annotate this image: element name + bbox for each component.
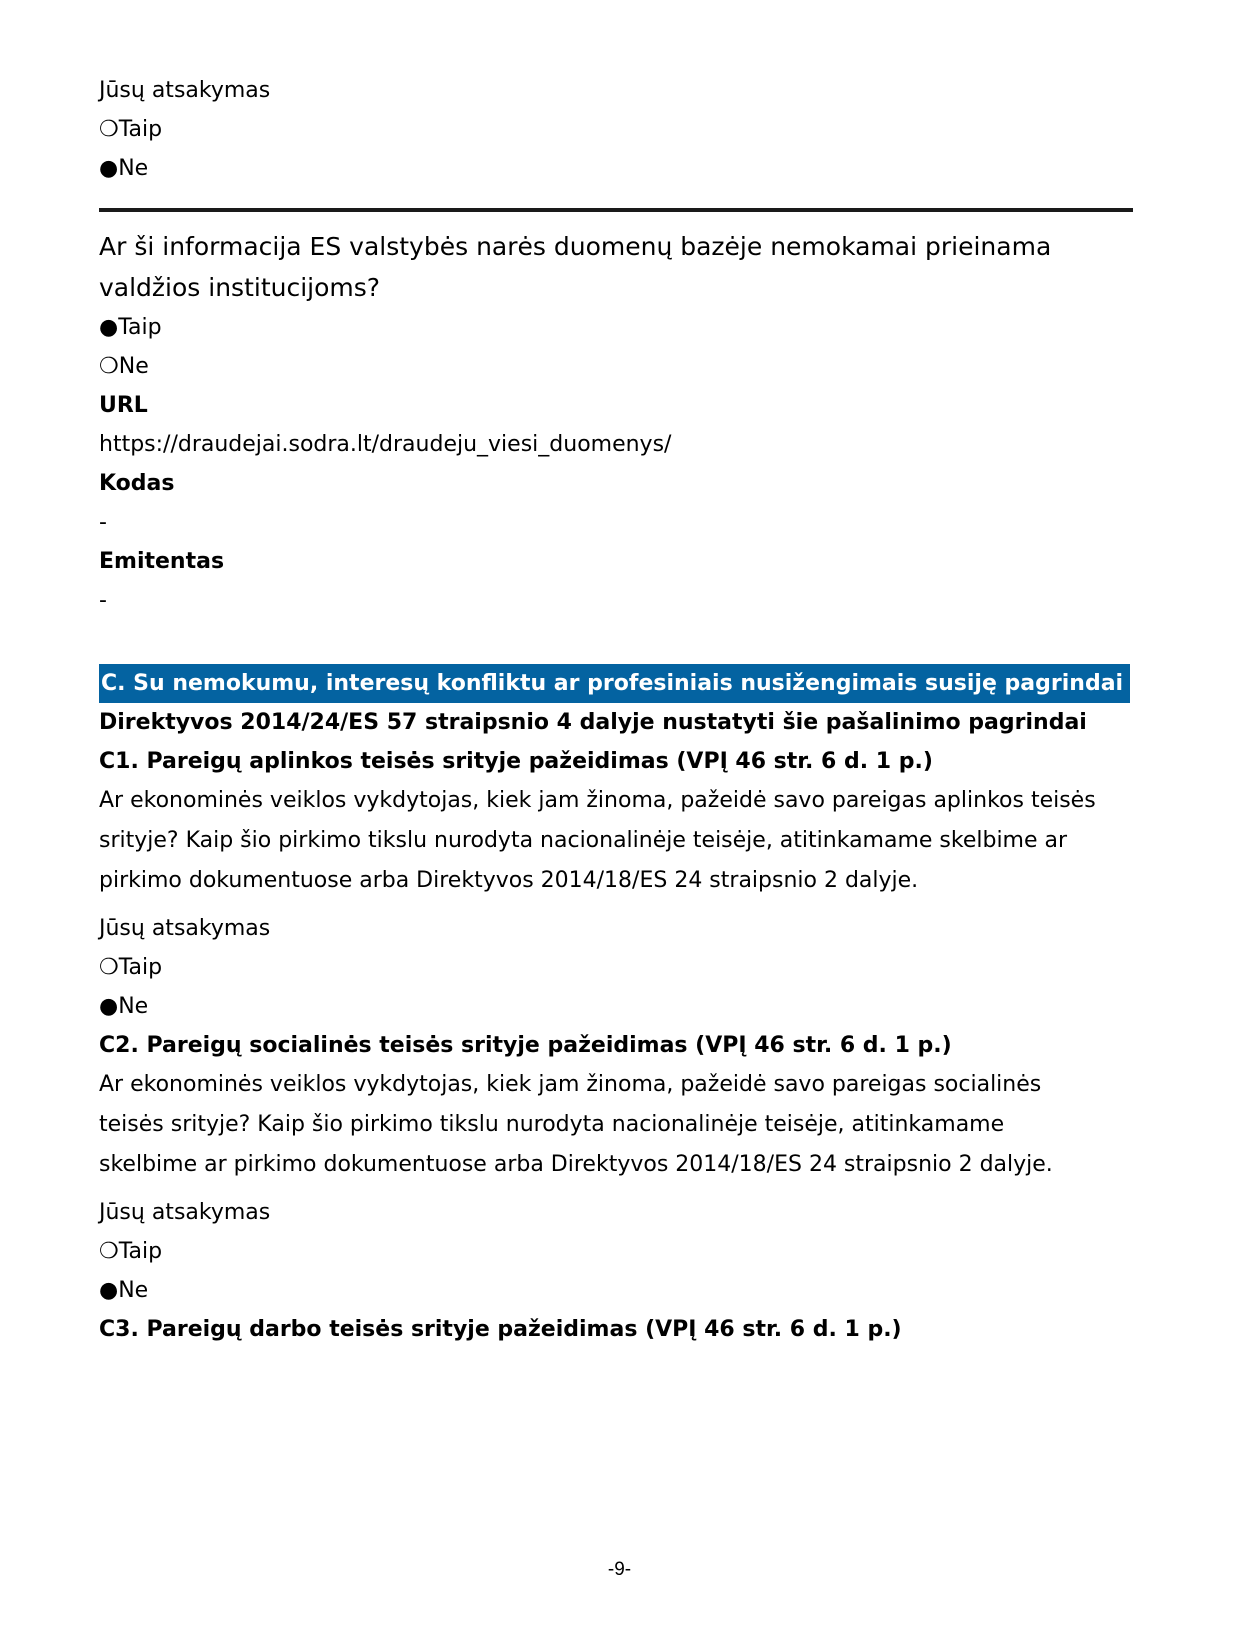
radio-filled-icon: ● xyxy=(99,994,119,1019)
radio-empty-icon: ❍ xyxy=(99,354,119,379)
url-label: URL xyxy=(99,393,148,418)
radio-filled-icon: ● xyxy=(99,156,119,181)
option-label: Ne xyxy=(118,994,149,1019)
option-label: Ne xyxy=(118,354,149,379)
section-c-header: C. Su nemokumu, interesų konfliktu ar profesiniais nusižengimais susiję pagrindai xyxy=(99,664,1130,703)
answer-label: Jūsų atsakymas xyxy=(99,916,271,941)
radio-empty-icon: ❍ xyxy=(99,955,119,980)
document-page xyxy=(99,0,1129,1349)
radio-empty-icon: ❍ xyxy=(99,1239,119,1264)
option-label: Taip xyxy=(118,1239,163,1264)
option-ne xyxy=(99,1271,1129,1310)
code-value: - xyxy=(99,510,107,535)
info-question: Ar ši informacija ES valstybės narės duomenų bazėje nemokamai prieinama valdžios institucijoms? xyxy=(99,232,1052,302)
c2-text: Ar ekonominės veiklos vykdytojas, kiek jam žinoma, pažeidė savo pareigas socialinės teisės srityje? Kaip šio pirkimo tikslu nurodyta nacionalinėje teisėje, atitinkamame skelbime ar pirkimo dokumentuose arba Direktyvos 2014/18/ES 24 straipsnio 2 dalyje. xyxy=(99,1072,1053,1177)
c1-text: Ar ekonominės veiklos vykdytojas, kiek jam žinoma, pažeidė savo pareigas aplinkos teisės srityje? Kaip šio pirkimo tikslu nurodyta nacionalinėje teisėje, atitinkamame skelbime ar pirkimo dokumentuose arba Direktyvos 2014/18/ES 24 straipsnio 2 dalyje. xyxy=(99,788,1096,893)
radio-filled-icon: ● xyxy=(99,1278,119,1303)
radio-empty-icon: ❍ xyxy=(99,117,119,142)
option-ne xyxy=(99,347,1129,386)
c2-heading: C2. Pareigų socialinės teisės srityje pažeidimas (VPĮ 46 str. 6 d. 1 p.) xyxy=(99,1033,952,1058)
page-number: -9- xyxy=(607,1559,632,1580)
option-label: Taip xyxy=(118,315,162,340)
answer-label: Jūsų atsakymas xyxy=(99,78,271,103)
issuer-label: Emitentas xyxy=(99,549,225,574)
option-label: Ne xyxy=(118,156,149,181)
issuer-value: - xyxy=(99,588,107,613)
c1-heading: C1. Pareigų aplinkos teisės srityje pažeidimas (VPĮ 46 str. 6 d. 1 p.) xyxy=(99,749,933,774)
option-ne xyxy=(99,149,1129,188)
code-label: Kodas xyxy=(99,471,175,496)
option-taip xyxy=(99,308,1129,347)
url-value: https://draudejai.sodra.lt/draudeju_viesi_duomenys/ xyxy=(99,432,672,457)
option-taip xyxy=(99,110,1129,149)
answer-label: Jūsų atsakymas xyxy=(99,1200,271,1225)
option-label: Taip xyxy=(118,117,163,142)
option-label: Ne xyxy=(118,1278,149,1303)
radio-filled-icon: ● xyxy=(99,315,119,340)
option-ne xyxy=(99,987,1129,1026)
section-c-subtitle: Direktyvos 2014/24/ES 57 straipsnio 4 dalyje nustatyti šie pašalinimo pagrindai xyxy=(99,710,1087,735)
c3-heading: C3. Pareigų darbo teisės srityje pažeidimas (VPĮ 46 str. 6 d. 1 p.) xyxy=(99,1317,902,1342)
option-taip xyxy=(99,948,1129,987)
option-taip xyxy=(99,1232,1129,1271)
option-label: Taip xyxy=(118,955,163,980)
